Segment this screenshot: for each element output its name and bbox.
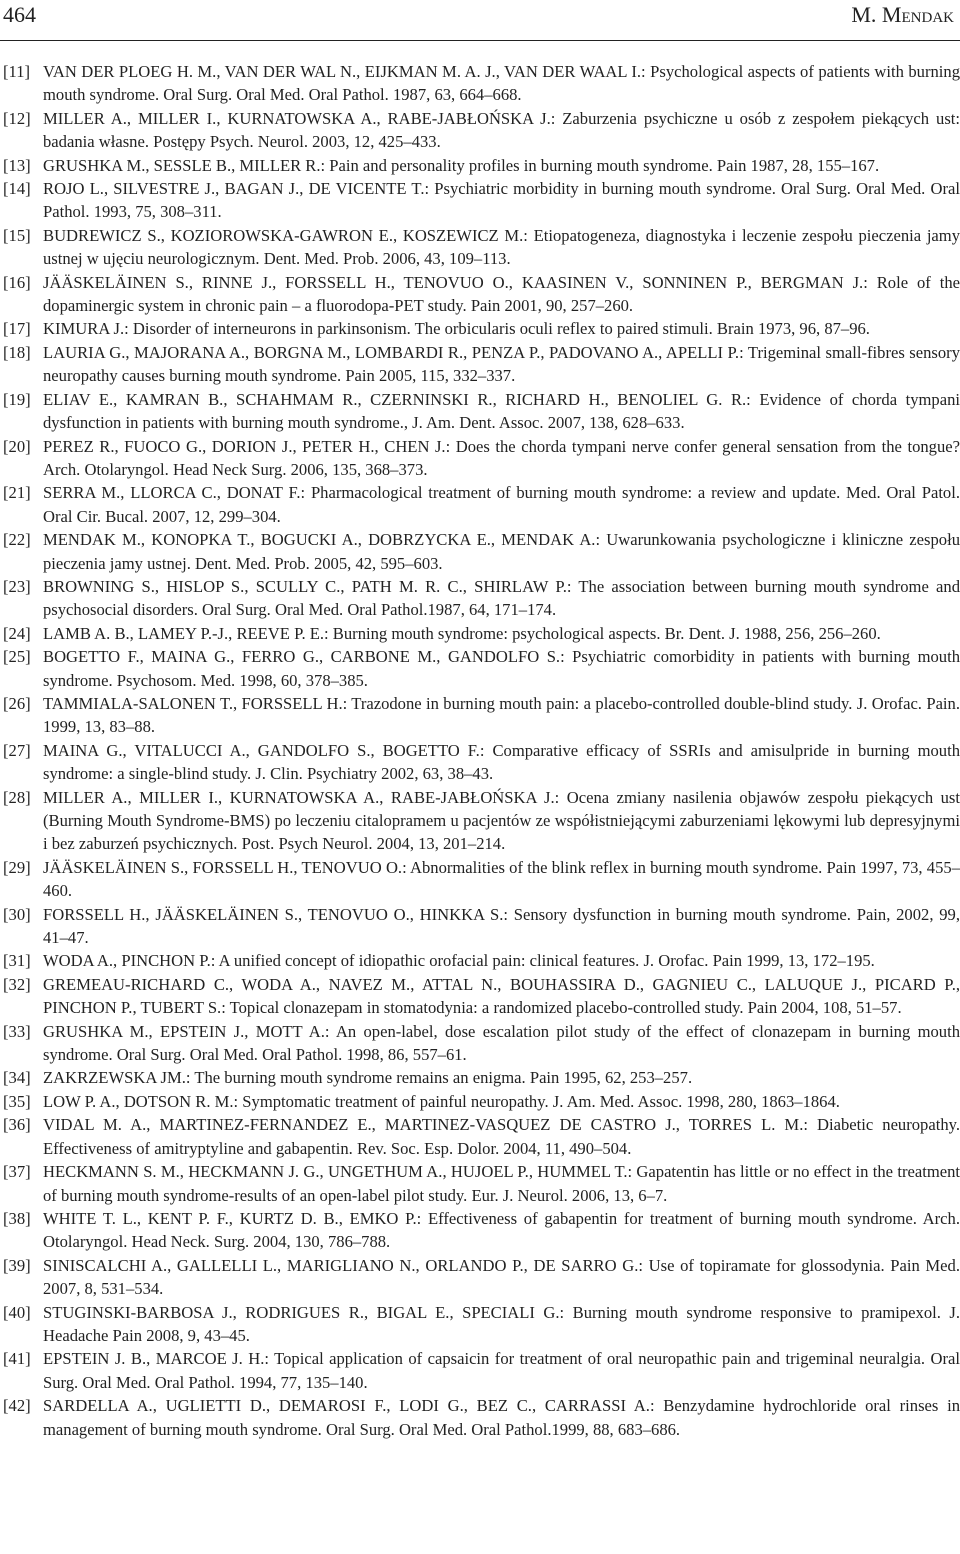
reference-text: PEREZ R., FUOCO G., DORION J., PETER H., CHEN J.: Does the chorda tympani nerve confer general sensation from the tongue? Arch. Otolaryngol. Head Neck Surg. 2006, 135, 368–373. bbox=[43, 436, 960, 479]
reference-number: [34] bbox=[3, 1068, 31, 1088]
reference-number: [33] bbox=[3, 1021, 31, 1041]
reference-text: GRUSHKA M., SESSLE B., MILLER R.: Pain and personality profiles in burning mouth syndrome. Pain 1987, 28, 155–167. bbox=[43, 155, 880, 175]
reference-number: [20] bbox=[3, 436, 31, 456]
reference-text: BROWNING S., HISLOP S., SCULLY C., PATH M. R. C., SHIRLAW P.: The association between burning mouth syndrome and psychosocial disorders. Oral Surg. Oral Med. Oral Pathol.1987, 64, 171–174. bbox=[43, 576, 960, 620]
reference-item bbox=[0, 107, 960, 154]
reference-item bbox=[0, 645, 960, 692]
reference-item bbox=[0, 575, 960, 622]
reference-number: [31] bbox=[3, 951, 31, 971]
reference-item bbox=[0, 1301, 960, 1348]
reference-text: VIDAL M. A., MARTINEZ-FERNANDEZ E., MARTINEZ-VASQUEZ DE CASTRO J., TORRES L. M.: Diabetic neuropathy. Effectiveness of amitryptyline and gabapentin. Rev. Soc. Esp. Dolor. 2004, 11, 490–504. bbox=[43, 1115, 960, 1158]
reference-number: [17] bbox=[3, 319, 31, 339]
reference-item bbox=[0, 856, 960, 903]
reference-text: MILLER A., MILLER I., KURNATOWSKA A., RABE-JABŁOŃSKA J.: Zaburzenia psychiczne u osób z zespołem piekących ust: badania własne. Postępy Psych. Neurol. 2003, 12, 425–433. bbox=[43, 108, 960, 152]
reference-number: [32] bbox=[3, 974, 31, 994]
reference-number: [26] bbox=[3, 693, 31, 713]
reference-item bbox=[0, 1020, 960, 1067]
reference-item bbox=[0, 1254, 960, 1301]
reference-number: [11] bbox=[3, 62, 31, 81]
reference-text: ZAKRZEWSKA JM.: The burning mouth syndrome remains an enigma. Pain 1995, 62, 253–257. bbox=[43, 1068, 693, 1088]
reference-item bbox=[0, 1113, 960, 1160]
page-header bbox=[0, 0, 960, 41]
reference-number: [23] bbox=[3, 576, 31, 596]
reference-text: JÄÄSKELÄINEN S., RINNE J., FORSSELL H., TENOVUO O., KAASINEN V., SONNINEN P., BERGMAN J.: Role of the dopaminergic system in chronic pain – a fluorodopa-PET study. Pain 2001, 90, 257–260. bbox=[43, 272, 960, 316]
reference-item bbox=[0, 1090, 960, 1113]
reference-text: LAURIA G., MAJORANA A., BORGNA M., LOMBARDI R., PENZA P., PADOVANO A., APELLI P.: Trigeminal small-fibres sensory neuropathy causes burning mouth syndrome. Pain 2005, 115, 332–337. bbox=[43, 342, 960, 386]
reference-number: [27] bbox=[3, 740, 31, 760]
reference-list bbox=[0, 60, 960, 1441]
reference-text: SARDELLA A., UGLIETTI D., DEMAROSI F., LODI G., BEZ C., CARRASSI A.: Benzydamine hydrochloride oral rinses in management of burning mouth syndrome. Oral Surg. Oral Med. Oral Pathol.1999, 88, 683–686. bbox=[43, 1396, 960, 1439]
reference-item bbox=[0, 1160, 960, 1207]
reference-item bbox=[0, 317, 960, 340]
reference-item bbox=[0, 973, 960, 1020]
reference-text: WODA A., PINCHON P.: A unified concept of idiopathic orofacial pain: clinical features. J. Orofac. Pain 1999, 13, 172–195. bbox=[43, 951, 875, 971]
reference-text: SERRA M., LLORCA C., DONAT F.: Pharmacological treatment of burning mouth syndrome: a review and update. Med. Oral Patol. Oral Cir. Bucal. 2007, 12, 299–304. bbox=[43, 483, 960, 526]
reference-text: VAN DER PLOEG H. M., VAN DER WAL N., EIJKMAN M. A. J., VAN DER WAAL I.: Psychological aspects of patients with burning mouth syndrome. Oral Surg. Oral Med. Oral Pathol. 1987, 63, 664–668. bbox=[43, 62, 960, 105]
reference-item bbox=[0, 903, 960, 950]
reference-item bbox=[0, 60, 960, 107]
reference-number: [38] bbox=[3, 1208, 31, 1228]
reference-number: [22] bbox=[3, 530, 31, 550]
page-number: 464 bbox=[3, 2, 36, 27]
reference-number: [19] bbox=[3, 389, 31, 409]
reference-item bbox=[0, 786, 960, 856]
reference-text: LOW P. A., DOTSON R. M.: Symptomatic treatment of painful neuropathy. J. Am. Med. Assoc. 1998, 280, 1863–1864. bbox=[43, 1091, 840, 1111]
reference-number: [21] bbox=[3, 483, 31, 503]
reference-text: MAINA G., VITALUCCI A., GANDOLFO S., BOGETTO F.: Comparative efficacy of SSRIs and amisulpride in burning mouth syndrome: a single-blind study. J. Clin. Psychiatry 2002, 63, 38–43. bbox=[43, 740, 960, 784]
reference-item bbox=[0, 341, 960, 388]
reference-text: EPSTEIN J. B., MARCOE J. H.: Topical application of capsaicin for treatment of oral neuropathic pain and trigeminal neuralgia. Oral Surg. Oral Med. Oral Pathol. 1994, 77, 135–140. bbox=[43, 1349, 960, 1392]
reference-number: [25] bbox=[3, 647, 31, 667]
reference-text: TAMMIALA-SALONEN T., FORSSELL H.: Trazodone in burning mouth pain: a placebo-controlled double-blind study. J. Orofac. Pain. 1999, 13, 83–88. bbox=[43, 693, 960, 737]
reference-text: WHITE T. L., KENT P. F., KURTZ D. B., EMKO P.: Effectiveness of gabapentin for treatment of burning mouth syndrome. Arch. Otolaryngol. Head Neck. Surg. 2004, 130, 786–788. bbox=[43, 1208, 960, 1252]
reference-text: GREMEAU-RICHARD C., WODA A., NAVEZ M., ATTAL N., BOUHASSIRA D., GAGNIEU C., LALUQUE J., PICARD P., PINCHON P., TUBERT S.: Topical clonazepam in stomatodynia: a randomized placebo-controlled study. Pain 2004, 108, 51–57. bbox=[43, 974, 960, 1018]
running-head: M. Mendak bbox=[851, 2, 954, 27]
reference-item bbox=[0, 1394, 960, 1441]
reference-number: [30] bbox=[3, 904, 31, 924]
reference-text: SINISCALCHI A., GALLELLI L., MARIGLIANO N., ORLANDO P., DE SARRO G.: Use of topiramate for glossodynia. Pain Med. 2007, 8, 531–534. bbox=[43, 1255, 960, 1299]
reference-text: JÄÄSKELÄINEN S., FORSSELL H., TENOVUO O.: Abnormalities of the blink reflex in burning mouth syndrome. Pain 1997, 73, 455–460. bbox=[43, 857, 960, 901]
reference-number: [39] bbox=[3, 1255, 31, 1275]
reference-item bbox=[0, 388, 960, 435]
reference-item bbox=[0, 1347, 960, 1394]
reference-item bbox=[0, 154, 960, 177]
reference-item bbox=[0, 622, 960, 645]
reference-number: [15] bbox=[3, 225, 31, 245]
reference-number: [42] bbox=[3, 1396, 31, 1416]
reference-number: [14] bbox=[3, 179, 31, 199]
reference-item bbox=[0, 692, 960, 739]
reference-text: FORSSELL H., JÄÄSKELÄINEN S., TENOVUO O., HINKKA S.: Sensory dysfunction in burning mouth syndrome. Pain, 2002, 99, 41–47. bbox=[43, 904, 960, 948]
reference-item bbox=[0, 177, 960, 224]
reference-item bbox=[0, 949, 960, 972]
reference-text: BUDREWICZ S., KOZIOROWSKA-GAWRON E., KOSZEWICZ M.: Etiopatogeneza, diagnostyka i leczenie zespołu pieczenia jamy ustnej w ujęciu neurologicznym. Dent. Med. Prob. 2006, 43, 109–113. bbox=[43, 225, 960, 269]
reference-item bbox=[0, 224, 960, 271]
reference-item bbox=[0, 528, 960, 575]
reference-text: ROJO L., SILVESTRE J., BAGAN J., DE VICENTE T.: Psychiatric morbidity in burning mouth syndrome. Oral Surg. Oral Med. Oral Pathol. 1993, 75, 308–311. bbox=[43, 179, 960, 222]
reference-number: [24] bbox=[3, 623, 31, 643]
reference-number: [28] bbox=[3, 787, 31, 807]
reference-text: MENDAK M., KONOPKA T., BOGUCKI A., DOBRZYCKA E., MENDAK A.: Uwarunkowania psychologiczne i kliniczne zespołu pieczenia jamy ustnej. Dent. Med. Prob. 2005, 42, 595–603. bbox=[43, 530, 960, 573]
reference-number: [35] bbox=[3, 1091, 31, 1111]
reference-number: [12] bbox=[3, 108, 31, 128]
reference-item bbox=[0, 1066, 960, 1089]
reference-item bbox=[0, 271, 960, 318]
reference-item bbox=[0, 435, 960, 482]
reference-number: [18] bbox=[3, 342, 31, 362]
reference-text: STUGINSKI-BARBOSA J., RODRIGUES R., BIGAL E., SPECIALI G.: Burning mouth syndrome responsive to pramipexol. J. Headache Pain 2008, 9, 43–45. bbox=[43, 1302, 960, 1345]
reference-item bbox=[0, 1207, 960, 1254]
reference-number: [13] bbox=[3, 155, 31, 175]
reference-number: [36] bbox=[3, 1115, 31, 1135]
reference-item bbox=[0, 739, 960, 786]
reference-text: GRUSHKA M., EPSTEIN J., MOTT A.: An open-label, dose escalation pilot study of the effect of clonazepam in burning mouth syndrome. Oral Surg. Oral Med. Oral Pathol. 1998, 86, 557–61. bbox=[43, 1021, 960, 1065]
reference-text: KIMURA J.: Disorder of interneurons in parkinsonism. The orbicularis oculi reflex to paired stimuli. Brain 1973, 96, 87–96. bbox=[43, 319, 870, 339]
reference-text: MILLER A., MILLER I., KURNATOWSKA A., RABE-JABŁOŃSKA J.: Ocena zmiany nasilenia objawów zespołu piekących ust (Burning Mouth Syndrome-BMS) po leczeniu citalopramem u pacjentów ze współistniejącymi zaburzeniami lękowymi lub depresyjnymi i bez zaburzeń psychicznych. Post. Psych Neurol. 2004, 13, 201–214. bbox=[43, 787, 960, 854]
reference-number: [40] bbox=[3, 1302, 31, 1322]
reference-text: BOGETTO F., MAINA G., FERRO G., CARBONE M., GANDOLFO S.: Psychiatric comorbidity in patients with burning mouth syndrome. Psychosom. Med. 1998, 60, 378–385. bbox=[43, 647, 960, 690]
reference-number: [41] bbox=[3, 1349, 31, 1369]
reference-number: [29] bbox=[3, 857, 31, 877]
reference-text: ELIAV E., KAMRAN B., SCHAHMAM R., CZERNINSKI R., RICHARD H., BENOLIEL G. R.: Evidence of chorda tympani dysfunction in patients with burning mouth syndrome., J. Am. Dent. Assoc. 2007, 138, 628–633. bbox=[43, 389, 960, 433]
reference-number: [16] bbox=[3, 272, 31, 292]
reference-text: HECKMANN S. M., HECKMANN J. G., UNGETHUM A., HUJOEL P., HUMMEL T.: Gapatentin has little or no effect in the treatment of burning mouth syndrome-results of an open-label pilot study. Eur. J. Neurol. 2006, 13, 6–7. bbox=[43, 1162, 960, 1205]
reference-text: LAMB A. B., LAMEY P.-J., REEVE P. E.: Burning mouth syndrome: psychological aspects. Br. Dent. J. 1988, 256, 256–260. bbox=[43, 623, 881, 643]
reference-item bbox=[0, 481, 960, 528]
reference-number: [37] bbox=[3, 1162, 31, 1182]
